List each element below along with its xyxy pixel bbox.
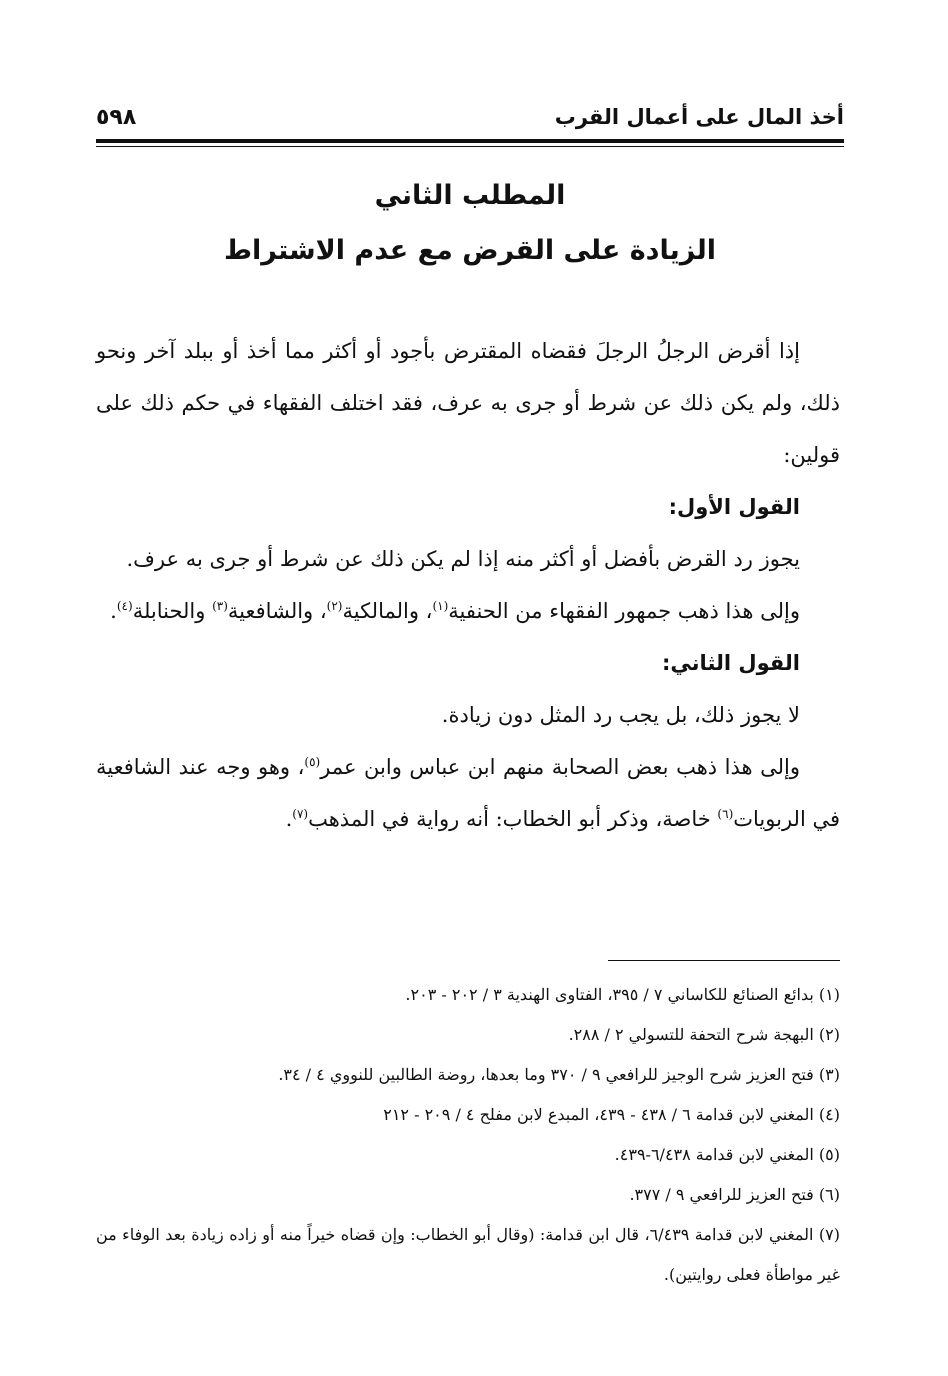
ref-end: . bbox=[110, 599, 117, 623]
footnote-marker-3[interactable]: (٣) bbox=[212, 599, 228, 613]
second-opinion-text: لا يجوز ذلك، بل يجب رد المثل دون زيادة. bbox=[441, 703, 800, 727]
footnote-marker-5[interactable]: (٥) bbox=[304, 755, 321, 769]
section-title: المطلب الثاني bbox=[374, 180, 566, 211]
ref-text: والحنابلة bbox=[132, 599, 213, 623]
footnote-marker-7[interactable]: (٧) bbox=[292, 807, 309, 821]
body-text bbox=[96, 325, 840, 845]
footnote-marker-4[interactable]: (٤) bbox=[116, 599, 133, 613]
footnote-marker-2[interactable]: (٢) bbox=[326, 599, 343, 613]
ref-lead: وإلى هذا ذهب جمهور الفقهاء من الحنفية bbox=[448, 599, 800, 623]
first-opinion-heading: القول الأول: bbox=[668, 495, 800, 519]
header-rule-thick bbox=[96, 139, 844, 143]
section-subtitle: الزيادة على القرض مع عدم الاشتراط bbox=[224, 235, 716, 266]
ref-text: ، والمالكية bbox=[342, 599, 433, 623]
second-opinion-references bbox=[96, 741, 840, 845]
ref-text: ، وهو وجه عند الشافعية في الربويات bbox=[96, 755, 840, 831]
footnote-3: (٣) فتح العزيز شرح الوجيز للرافعي ٩ / ٣٧٠ وما بعدها، روضة الطالبين للنووي ٤ / ٣٤. bbox=[278, 1065, 840, 1084]
page-header bbox=[96, 100, 844, 134]
footnote-5: (٥) المغني لابن قدامة ٦/٤٣٨-٤٣٩. bbox=[614, 1145, 840, 1164]
footnote-7: (٧) المغني لابن قدامة ٦/٤٣٩، قال ابن قدامة: (وقال أبو الخطاب: وإن قضاه خيراً منه أو زاده زيادة بعد الوفاء من غير مواطأة فعلى روايتين). bbox=[96, 1225, 841, 1284]
ref-text: خاصة، وذكر أبو الخطاب: أنه رواية في المذهب bbox=[308, 807, 718, 831]
ref-end: . bbox=[285, 807, 293, 831]
first-opinion-references bbox=[96, 585, 840, 637]
first-opinion-text: يجوز رد القرض بأفضل أو أكثر منه إذا لم يكن ذلك عن شرط أو جرى به عرف. bbox=[126, 547, 800, 571]
footnote-2: (٢) البهجة شرح التحفة للتسولي ٢ / ٢٨٨. bbox=[568, 1025, 840, 1044]
header-rule-thin bbox=[96, 146, 844, 147]
intro-paragraph: إذا أقرض الرجلُ الرجلَ فقضاه المقترض بأجود أو أكثر مما أخذ أو ببلد آخر ونحو ذلك، ولم يكن ذلك عن شرط أو جرى به عرف، فقد اختلف الفقهاء في حكم ذلك على قولين: bbox=[96, 339, 840, 467]
ref-text: ، والشافعية bbox=[227, 599, 327, 623]
footnote-marker-6[interactable]: (٦) bbox=[717, 807, 734, 821]
footnote-4: (٤) المغني لابن قدامة ٦ / ٤٣٨ - ٤٣٩، المبدع لابن مفلح ٤ / ٢٠٩ - ٢١٢ bbox=[383, 1105, 840, 1124]
footnote-6: (٦) فتح العزيز للرافعي ٩ / ٣٧٧. bbox=[629, 1185, 840, 1204]
ref-lead: وإلى هذا ذهب بعض الصحابة منهم ابن عباس وابن عمر bbox=[320, 755, 800, 779]
footnote-separator bbox=[608, 960, 840, 961]
page-number: ٥٩٨ bbox=[96, 104, 137, 130]
second-opinion-heading: القول الثاني: bbox=[662, 651, 800, 675]
footnote-marker-1[interactable]: (١) bbox=[432, 599, 449, 613]
footnotes bbox=[96, 975, 840, 1295]
footnote-1: (١) بدائع الصنائع للكاساني ٧ / ٣٩٥، الفتاوى الهندية ٣ / ٢٠٢ - ٢٠٣. bbox=[405, 985, 840, 1004]
running-title: أخذ المال على أعمال القرب bbox=[554, 105, 844, 129]
